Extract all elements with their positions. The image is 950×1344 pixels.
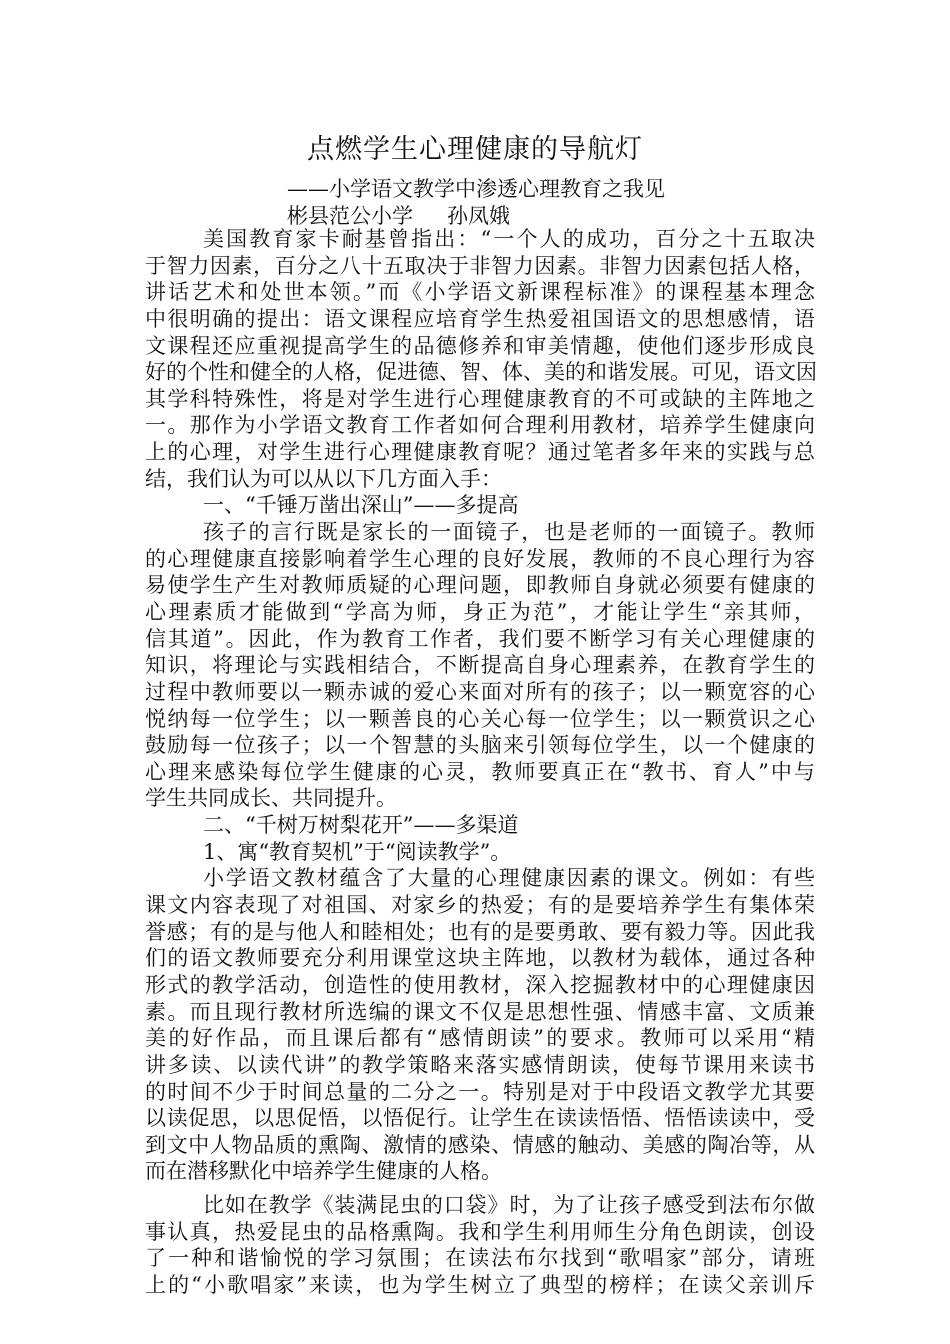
text-line: 学生共同成长、共同提升。 [145, 786, 397, 811]
text-line: 誉感；有的是与他人和睦相处；也有的是要勇敢、要有毅力等。因此我 [145, 919, 815, 944]
text-line: 孩子的言行既是家长的一面镜子，也是老师的一面镜子。教师 [203, 520, 815, 545]
body-text [145, 226, 815, 1299]
text-line: 比如在教学《装满昆虫的口袋》时，为了让孩子感受到法布尔做 [203, 1193, 815, 1218]
text-line: 于智力因素，百分之八十五取决于非智力因素。非智力因素包括人格， [145, 253, 815, 278]
text-line: 了一种和谐愉悦的学习氛围；在读法布尔找到“歌唱家”部分，请班 [145, 1246, 815, 1271]
text-line: 易使学生产生对教师质疑的心理问题，即教师自身就必须要有健康的 [145, 573, 815, 598]
document-title: 点燃学生心理健康的导航灯 [307, 134, 643, 165]
text-line: 素。而且现行教材所选编的课文不仅是思想性强、情感丰富、文质兼 [145, 999, 815, 1024]
text-line: 中很明确的提出：语文课程应培育学生热爱祖国语文的思想感情，语 [145, 306, 815, 331]
text-line: 一。那作为小学语文教育工作者如何合理利用教材，培养学生健康向 [145, 413, 815, 438]
subsection-heading: 1、寓“教育契机”于“阅读教学”。 [203, 839, 512, 864]
text-line: 事认真，热爱昆虫的品格熏陶。我和学生利用师生分角色朗读，创设 [145, 1219, 815, 1244]
text-line: 讲话艺术和处世本领。”而《小学语文新课程标准》的课程基本理念 [145, 280, 815, 305]
text-line: 心理素质才能做到“学高为师，身正为范”，才能让学生“亲其师， [145, 599, 815, 624]
text-line: 好的个性和健全的人格，促进德、智、体、美的和谐发展。可见，语文因 [145, 360, 817, 385]
author-school: 彬县范公小学 [287, 204, 413, 228]
text-line: 鼓励每一位孩子；以一个智慧的头脑来引领每位学生，以一个健康的 [145, 733, 815, 758]
section-heading: 一、“千锤万凿出深山”——多提高 [203, 493, 519, 518]
text-line: 文课程还应重视提高学生的品德修养和审美情趣，使他们逐步形成良 [145, 333, 815, 358]
text-line: 悦纳每一位学生；以一颗善良的心关心每一位学生；以一颗赏识之心 [145, 706, 815, 731]
document-subtitle: ——小学语文教学中渗透心理教育之我见 [287, 177, 665, 201]
text-line: 美的好作品，而且课后都有“感情朗读”的要求。教师可以采用“精 [145, 1026, 815, 1051]
text-line: 而在潜移默化中培养学生健康的人格。 [145, 1159, 502, 1184]
author-name: 孙凤娥 [447, 204, 510, 228]
text-line: 心理来感染每位学生健康的心灵，教师要真正在“教书、育人”中与 [145, 759, 815, 784]
text-line: 其学科特殊性，将是对学生进行心理健康教育的不可或缺的主阵地之 [145, 386, 815, 411]
text-line: 以读促思，以思促悟，以悟促行。让学生在读读悟悟、悟悟读读中，受 [145, 1106, 815, 1131]
text-line: 上的“小歌唱家”来读，也为学生树立了典型的榜样；在读父亲训斥 [145, 1272, 815, 1297]
text-line: 小学语文教材蕴含了大量的心理健康因素的课文。例如：有些 [203, 866, 815, 891]
section-heading: 二、“千树万树梨花开”——多渠道 [203, 813, 519, 838]
text-line: 信其道”。因此，作为教育工作者，我们要不断学习有关心理健康的 [145, 626, 815, 651]
text-line: 过程中教师要以一颗赤诚的爱心来面对所有的孩子；以一颗宽容的心 [145, 679, 815, 704]
text-line: 知识，将理论与实践相结合，不断提高自身心理素养，在教育学生的 [145, 653, 815, 678]
text-line: 的时间不少于时间总量的二分之一。特别是对于中段语文教学尤其要 [145, 1079, 815, 1104]
text-line: 们的语文教师要充分利用课堂这块主阵地，以教材为载体，通过各种 [145, 946, 815, 971]
text-line: 课文内容表现了对祖国、对家乡的热爱；有的是要培养学生有集体荣 [145, 893, 815, 918]
text-line: 讲多读、以读代讲”的教学策略来落实感情朗读，使每节课用来读书 [145, 1052, 815, 1077]
text-line: 到文中人物品质的熏陶、激情的感染、情感的触动、美感的陶冶等，从 [145, 1132, 815, 1157]
text-line: 形式的教学活动，创造性的使用教材，深入挖掘教材中的心理健康因 [145, 972, 815, 997]
text-line: 美国教育家卡耐基曾指出：“一个人的成功，百分之十五取决 [203, 227, 815, 251]
text-line: 结，我们认为可以从以下几方面入手： [145, 466, 502, 491]
text-line: 上的心理，对学生进行心理健康教育呢？通过笔者多年来的实践与总 [145, 440, 815, 465]
text-line: 的心理健康直接影响着学生心理的良好发展，教师的不良心理行为容 [145, 546, 815, 571]
